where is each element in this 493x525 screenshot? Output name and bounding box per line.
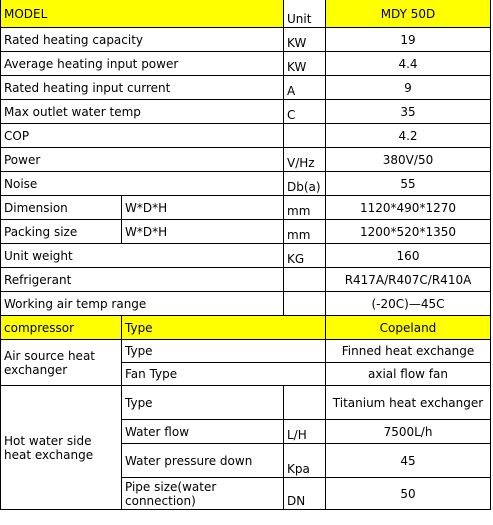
- compressor-label: compressor: [1, 316, 122, 340]
- row-value: 380V/50: [326, 148, 491, 172]
- row-unit: V/Hz: [284, 148, 326, 172]
- row-label: Rated heating capacity: [1, 28, 284, 52]
- row-unit: KW: [284, 28, 326, 52]
- row-unit: C: [284, 100, 326, 124]
- compressor-type-label: Type: [122, 316, 326, 340]
- spec-row-refrigerant: [1, 268, 491, 292]
- row-unit: KW: [284, 52, 326, 76]
- spec-row-noise: [1, 172, 491, 196]
- spec-row-power: [1, 148, 491, 172]
- row-unit: KG: [284, 244, 326, 268]
- spec-row-rated-heating-input-current: [1, 76, 491, 100]
- hot-water-label: Hot water side heat exchange: [1, 386, 122, 510]
- row-value: 1120*490*1270: [326, 196, 491, 220]
- unit-header: Unit: [284, 0, 326, 28]
- hot-water-pressure-value: 45: [326, 444, 491, 478]
- hot-water-pipe-value: 50: [326, 478, 491, 510]
- row-unit: A: [284, 76, 326, 100]
- air-source-row-type: [1, 340, 491, 363]
- hot-water-row-type: [1, 386, 491, 420]
- row-sublabel: W*D*H: [122, 196, 284, 220]
- row-label: Max outlet water temp: [1, 100, 284, 124]
- row-label: Noise: [1, 172, 284, 196]
- hot-water-flow-unit: L/H: [284, 420, 326, 444]
- row-value: 55: [326, 172, 491, 196]
- row-unit: mm: [284, 220, 326, 244]
- row-value: R417A/R407C/R410A: [326, 268, 491, 292]
- model-value: MDY 50D: [326, 0, 491, 28]
- air-source-type-label: Type: [122, 340, 326, 363]
- row-label: Power: [1, 148, 284, 172]
- compressor-value: Copeland: [326, 316, 491, 340]
- row-label: Dimension: [1, 196, 122, 220]
- air-source-fan-value: axial flow fan: [326, 363, 491, 386]
- spec-row-unit-weight: [1, 244, 491, 268]
- row-value: (-20C)—45C: [326, 292, 491, 316]
- model-label: MODEL: [1, 0, 284, 28]
- spec-row-dimension: [1, 196, 491, 220]
- row-value: 160: [326, 244, 491, 268]
- row-label: COP: [1, 124, 284, 148]
- row-value: 4.4: [326, 52, 491, 76]
- row-label: Refrigerant: [1, 268, 284, 292]
- hot-water-flow-label: Water flow: [122, 420, 284, 444]
- row-label: Rated heating input current: [1, 76, 284, 100]
- row-value: 1200*520*1350: [326, 220, 491, 244]
- compressor-row: [1, 316, 491, 340]
- hot-water-type-label: Type: [122, 386, 284, 420]
- spec-row-average-heating-input-power: [1, 52, 491, 76]
- spec-row-cop: [1, 124, 491, 148]
- hot-water-pipe-unit: DN: [284, 478, 326, 510]
- hot-water-type-value: Titanium heat exchanger: [326, 386, 491, 420]
- row-label: Packing size: [1, 220, 122, 244]
- row-label: Unit weight: [1, 244, 284, 268]
- hot-water-pressure-unit: Kpa: [284, 444, 326, 478]
- row-label: Average heating input power: [1, 52, 284, 76]
- air-source-fan-label: Fan Type: [122, 363, 326, 386]
- row-value: 35: [326, 100, 491, 124]
- header-row: [1, 0, 491, 28]
- spec-row-rated-heating-capacity: [1, 28, 491, 52]
- hot-water-pipe-label: Pipe size(water connection): [122, 478, 284, 510]
- row-unit: Db(a): [284, 172, 326, 196]
- row-value: 4.2: [326, 124, 491, 148]
- row-value: 19: [326, 28, 491, 52]
- spec-row-packing-size: [1, 220, 491, 244]
- row-unit: mm: [284, 196, 326, 220]
- row-unit: [284, 124, 326, 148]
- air-source-label: Air source heat exchanger: [1, 340, 122, 386]
- air-source-type-value: Finned heat exchange: [326, 340, 491, 363]
- spec-row-max-outlet-water-temp: [1, 100, 491, 124]
- row-unit: [284, 268, 326, 292]
- row-value: 9: [326, 76, 491, 100]
- hot-water-pressure-label: Water pressure down: [122, 444, 284, 478]
- spec-row-working-air-temp-range: [1, 292, 491, 316]
- row-sublabel: W*D*H: [122, 220, 284, 244]
- hot-water-type-unit: [284, 386, 326, 420]
- row-unit: [284, 292, 326, 316]
- row-label: Working air temp range: [1, 292, 284, 316]
- hot-water-flow-value: 7500L/h: [326, 420, 491, 444]
